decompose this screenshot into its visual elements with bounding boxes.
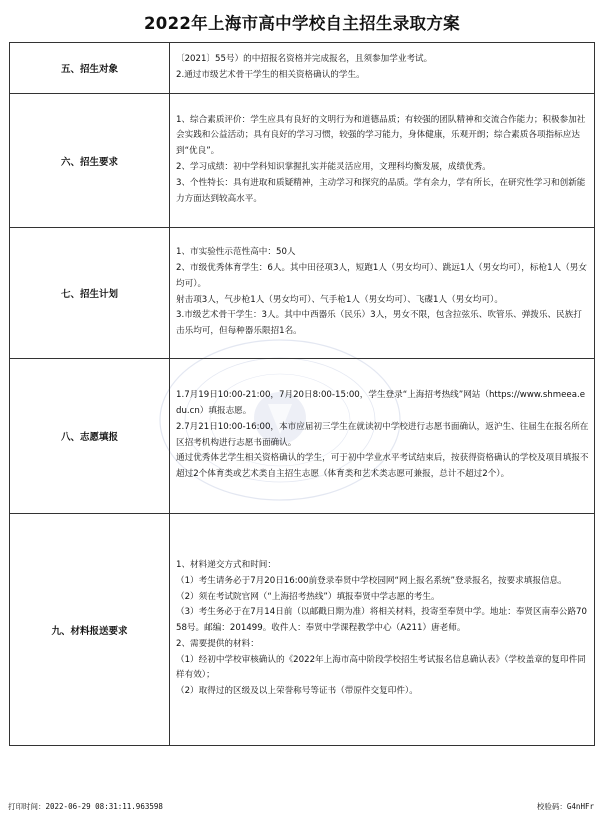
content-line: 2.7月21日10:00-16:00，本市应届初三学生在就读初中学校进行志愿书面确认，返沪生、往届生在报名所在区招考机构进行志愿书面确认。: [176, 421, 589, 448]
section-label: 九、材料报送要求: [10, 514, 170, 746]
content-line: （1）经初中学校审核确认的《2022年上海市高中阶段学校招生考试报名信息确认表》（学校盖章的复印件同样有效）；: [176, 654, 586, 681]
content-line: （2）取得过的区级及以上荣誉称号等证书（带原件交复印件）。: [176, 686, 418, 697]
document-title: 2022年上海市高中学校自主招生录取方案: [144, 14, 460, 33]
content-line: 2、学习成绩：初中学科知识掌握扎实并能灵活应用，文理科均衡发展，成绩优秀。: [176, 162, 491, 172]
section-label: 八、志愿填报: [10, 359, 170, 514]
section-label: 七、招生计划: [10, 228, 170, 359]
content-line: 1.7月19日10:00-21:00，7月20日8:00-15:00，学生登录“上海招考热线”网站（https://www.shmeea.edu.cn）填报志愿。: [176, 390, 585, 416]
content-line: 2、需要提供的材料：: [176, 638, 259, 649]
section-content: [170, 43, 595, 94]
content-line: 通过优秀体艺学生相关资格确认的学生，可于初中学业水平考试结束后，按获得资格确认的学校及项目填报不超过2个体育类或艺术类自主招生志愿（体育类和艺术类志愿可兼报，总计不超过2个）。: [176, 453, 589, 480]
check-code: 校验码：G4nHFr: [536, 802, 594, 811]
content-line: （1）考生请务必于7月20日16:00前登录奉贤中学校园网“网上报名系统”登录报名，按要求填报信息。: [176, 575, 567, 586]
section-content: [170, 228, 595, 359]
table-row: [10, 228, 595, 359]
content-line: 2.通过市级艺术骨干学生的相关资格确认的学生。: [176, 69, 365, 80]
admission-plan-table: [9, 42, 595, 746]
section-label: 五、招生对象: [10, 43, 170, 94]
table-row: [10, 43, 595, 94]
table-row: [10, 514, 595, 746]
content-line: 3.市级艺术骨干学生：3人。其中中西器乐（民乐）3人，男女不限，包含拉弦乐、吹管乐、弹拨乐、民族打击乐均可，但每种器乐限招1名。: [176, 310, 582, 337]
content-line: 1、材料递交方式和时间：: [176, 559, 276, 570]
content-line: 2、市级优秀体育学生：6人。其中田径项3人，短跑1人（男女均可）、跳远1人（男女均可），标枪1人（男女均可）。: [176, 262, 587, 289]
content-line: 1、市实验性示范性高中：50人: [176, 247, 296, 258]
content-line: 〔2021〕55号）的中招报名资格并完成报名，且须参加学业考试。: [176, 53, 433, 64]
content-line: 射击项3人，气步枪1人（男女均可）、气手枪1人（男女均可）、飞碟1人（男女均可）。: [176, 294, 503, 305]
section-content: [170, 514, 595, 746]
content-line: （2）须在考试院官网（“上海招考热线”）填报奉贤中学志愿的考生。: [176, 591, 440, 602]
content-line: 1、综合素质评价：学生应具有良好的文明行为和道德品质；有较强的团队精神和交流合作能力；积极参加社会实践和公益活动；具有良好的学习习惯，较强的学习能力，身体健康，乐观开朗；综合素质各项指标应达到“优良”。: [176, 114, 586, 157]
table-row: [10, 359, 595, 514]
content-line: 3、个性特长：具有进取和质疑精神，主动学习和探究的品质。学有余力，学有所长，在研究性学习和创新能力方面达到较高水平。: [176, 177, 586, 204]
content-line: （3）考生务必于在7月14日前（以邮戳日期为准）将相关材料，投寄至奉贤中学。地址：奉贤区南奉公路7058号。邮编：201499。收件人：奉贤中学课程教学中心（A211）唐老师。: [176, 607, 587, 634]
section-label: 六、招生要求: [10, 94, 170, 228]
table-row: [10, 94, 595, 228]
section-content: [170, 359, 595, 514]
section-content: [170, 94, 595, 228]
print-time: 打印时间：2022-06-29 08:31:11.963598: [8, 802, 163, 811]
